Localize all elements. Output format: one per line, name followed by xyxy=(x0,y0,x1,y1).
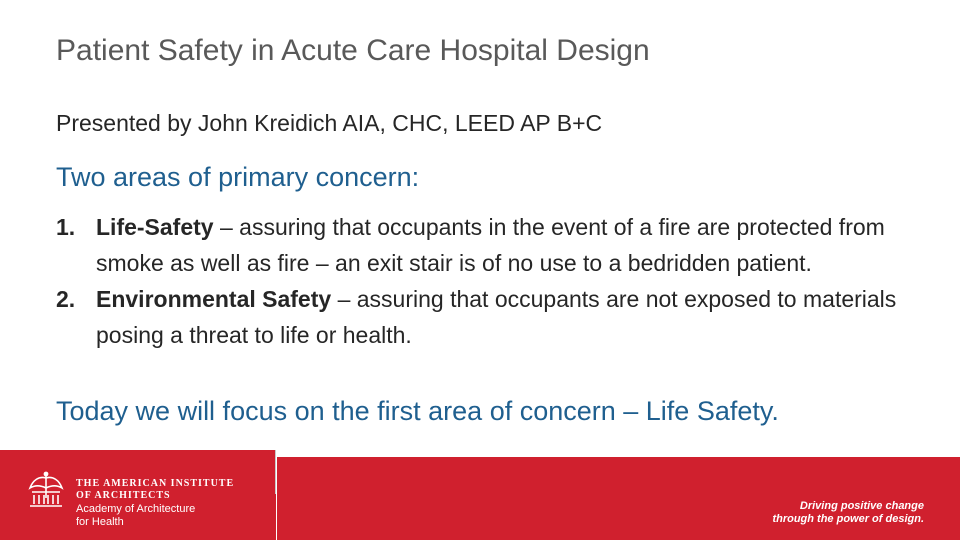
list-item-number: 1. xyxy=(56,214,76,240)
aia-eagle-logo-icon xyxy=(26,468,66,510)
tagline xyxy=(772,500,924,526)
presenter-line: Presented by John Kreidich AIA, CHC, LEED AP B+C xyxy=(56,110,603,136)
list-item xyxy=(56,209,936,281)
aia-name-line1: THE AMERICAN INSTITUTE xyxy=(76,478,235,489)
academy-name xyxy=(76,503,195,529)
section-heading: Two areas of primary concern: xyxy=(56,162,420,192)
list-item-text: – assuring that occupants are not exposed to materials posing a threat to life or health. xyxy=(96,286,897,348)
tagline-line1: Driving positive change xyxy=(799,500,924,512)
focus-statement: Today we will focus on the first area of concern – Life Safety. xyxy=(56,396,779,426)
tagline-line2: through the power of design. xyxy=(772,513,924,525)
academy-line1: Academy of Architecture xyxy=(76,503,196,515)
aia-name xyxy=(76,478,234,502)
list-item-number: 2. xyxy=(56,286,76,312)
list-item-text: – assuring that occupants in the event of a fire are protected from smoke as well as fire – an exit stair is of no use to a bedridden patient. xyxy=(96,214,885,276)
concern-list xyxy=(56,209,936,353)
list-item-term: Environmental Safety xyxy=(96,286,332,312)
list-item xyxy=(56,281,936,353)
academy-line2: for Health xyxy=(76,516,124,528)
list-item-term: Life-Safety xyxy=(96,214,214,240)
aia-name-line2: OF ARCHITECTS xyxy=(76,490,171,501)
slide-title: Patient Safety in Acute Care Hospital Design xyxy=(56,34,650,67)
